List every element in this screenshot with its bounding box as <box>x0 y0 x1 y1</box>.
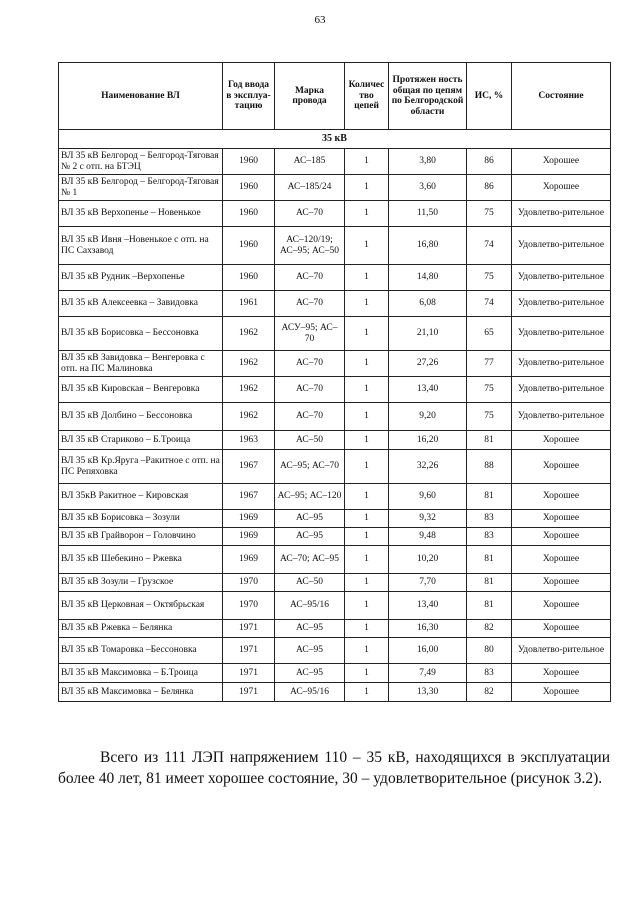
cell-year: 1962 <box>223 377 275 403</box>
cell-is: 81 <box>467 546 512 574</box>
cell-circuits: 1 <box>345 450 389 484</box>
cell-wire: АС–70 <box>275 291 345 317</box>
section-row <box>59 130 611 149</box>
table-row <box>59 431 611 450</box>
cell-wire: АС–50 <box>275 574 345 592</box>
cell-length: 32,26 <box>389 450 467 484</box>
cell-length: 3,80 <box>389 149 467 175</box>
cell-length: 10,20 <box>389 546 467 574</box>
power-lines-table <box>58 62 611 702</box>
cell-circuits: 1 <box>345 175 389 201</box>
cell-year: 1969 <box>223 528 275 546</box>
cell-name: ВЛ 35 кВ Верхопенье – Новенькое <box>59 201 223 227</box>
cell-circuits: 1 <box>345 149 389 175</box>
table-row <box>59 546 611 574</box>
cell-year: 1969 <box>223 546 275 574</box>
cell-length: 13,30 <box>389 683 467 702</box>
cell-circuits: 1 <box>345 546 389 574</box>
cell-is: 75 <box>467 265 512 291</box>
cell-is: 74 <box>467 291 512 317</box>
cell-state: Удовлетво-рительное <box>512 377 611 403</box>
header-wire: Марка провода <box>275 63 345 130</box>
table-row <box>59 291 611 317</box>
cell-circuits: 1 <box>345 484 389 510</box>
cell-circuits: 1 <box>345 377 389 403</box>
cell-year: 1960 <box>223 227 275 265</box>
cell-wire: АС–70 <box>275 351 345 377</box>
cell-name: ВЛ 35 кВ Белгород – Белгород-Тяговая № 2 с отп. на БТЭЦ <box>59 149 223 175</box>
table-row <box>59 592 611 620</box>
cell-state: Удовлетво-рительное <box>512 265 611 291</box>
cell-wire: АС–95 <box>275 620 345 638</box>
table-row <box>59 450 611 484</box>
cell-circuits: 1 <box>345 510 389 528</box>
cell-state: Хорошее <box>512 510 611 528</box>
table-row <box>59 149 611 175</box>
cell-name: ВЛ 35 кВ Алексеевка – Завидовка <box>59 291 223 317</box>
cell-wire: АС–120/19; АС–95; АС–50 <box>275 227 345 265</box>
header-circuits: Количес тво цепей <box>345 63 389 130</box>
cell-is: 81 <box>467 592 512 620</box>
header-is: ИС, % <box>467 63 512 130</box>
cell-state: Удовлетво-рительное <box>512 317 611 351</box>
cell-length: 9,32 <box>389 510 467 528</box>
cell-year: 1962 <box>223 403 275 431</box>
cell-name: ВЛ 35 кВ Шебекино – Ржевка <box>59 546 223 574</box>
cell-length: 16,80 <box>389 227 467 265</box>
cell-year: 1962 <box>223 317 275 351</box>
cell-year: 1971 <box>223 620 275 638</box>
cell-year: 1960 <box>223 201 275 227</box>
cell-name: ВЛ 35 кВ Белгород – Белгород-Тяговая № 1 <box>59 175 223 201</box>
cell-circuits: 1 <box>345 291 389 317</box>
cell-name: ВЛ 35 кВ Кировская – Венгеровка <box>59 377 223 403</box>
table-row <box>59 403 611 431</box>
cell-wire: АС–95/16 <box>275 592 345 620</box>
cell-year: 1962 <box>223 351 275 377</box>
cell-is: 83 <box>467 528 512 546</box>
cell-wire: АС–95 <box>275 638 345 664</box>
cell-year: 1960 <box>223 175 275 201</box>
cell-state: Удовлетво-рительное <box>512 227 611 265</box>
cell-wire: АС–95/16 <box>275 683 345 702</box>
cell-year: 1970 <box>223 574 275 592</box>
cell-circuits: 1 <box>345 664 389 683</box>
table-row <box>59 317 611 351</box>
cell-length: 7,70 <box>389 574 467 592</box>
cell-is: 80 <box>467 638 512 664</box>
cell-circuits: 1 <box>345 431 389 450</box>
cell-state: Хорошее <box>512 450 611 484</box>
cell-name: ВЛ 35 кВ Кр.Яруга –Ракитное с отп. на ПС Репяховка <box>59 450 223 484</box>
table-row <box>59 484 611 510</box>
cell-length: 21,10 <box>389 317 467 351</box>
cell-state: Хорошее <box>512 546 611 574</box>
cell-name: ВЛ 35 кВ Максимовка – Белянка <box>59 683 223 702</box>
cell-state: Хорошее <box>512 592 611 620</box>
cell-is: 81 <box>467 484 512 510</box>
cell-is: 75 <box>467 403 512 431</box>
cell-circuits: 1 <box>345 620 389 638</box>
cell-wire: АС–70 <box>275 265 345 291</box>
cell-length: 16,00 <box>389 638 467 664</box>
cell-name: ВЛ 35 кВ Рудник –Верхопенье <box>59 265 223 291</box>
table-header-row <box>59 63 611 130</box>
cell-is: 75 <box>467 201 512 227</box>
cell-year: 1969 <box>223 510 275 528</box>
cell-year: 1971 <box>223 683 275 702</box>
cell-name: ВЛ 35 кВ Зозули – Грузское <box>59 574 223 592</box>
cell-length: 3,60 <box>389 175 467 201</box>
cell-state: Удовлетво-рительное <box>512 201 611 227</box>
table-row <box>59 528 611 546</box>
cell-name: ВЛ 35 кВ Ивня –Новенькое с отп. на ПС Сахзавод <box>59 227 223 265</box>
cell-circuits: 1 <box>345 528 389 546</box>
table-row <box>59 664 611 683</box>
cell-circuits: 1 <box>345 403 389 431</box>
cell-circuits: 1 <box>345 201 389 227</box>
cell-wire: АС–70; АС–95 <box>275 546 345 574</box>
cell-length: 11,50 <box>389 201 467 227</box>
cell-year: 1960 <box>223 265 275 291</box>
cell-state: Хорошее <box>512 175 611 201</box>
cell-length: 27,26 <box>389 351 467 377</box>
cell-name: ВЛ 35 кВ Стариково – Б.Троица <box>59 431 223 450</box>
cell-length: 16,20 <box>389 431 467 450</box>
cell-name: ВЛ 35 кВ Борисовка – Бессоновка <box>59 317 223 351</box>
cell-name: ВЛ 35 кВ Грайворон – Головчино <box>59 528 223 546</box>
cell-circuits: 1 <box>345 265 389 291</box>
cell-year: 1960 <box>223 149 275 175</box>
table-row <box>59 683 611 702</box>
table-row <box>59 201 611 227</box>
cell-state: Хорошее <box>512 620 611 638</box>
cell-length: 9,60 <box>389 484 467 510</box>
cell-name: ВЛ 35 кВ Томаровка –Бессоновка <box>59 638 223 664</box>
cell-circuits: 1 <box>345 683 389 702</box>
cell-name: ВЛ 35 кВ Борисовка – Зозули <box>59 510 223 528</box>
cell-wire: АС–185 <box>275 149 345 175</box>
cell-length: 14,80 <box>389 265 467 291</box>
cell-year: 1971 <box>223 638 275 664</box>
cell-is: 81 <box>467 431 512 450</box>
header-state: Состояние <box>512 63 611 130</box>
cell-circuits: 1 <box>345 638 389 664</box>
table-row <box>59 175 611 201</box>
summary-paragraph: Всего из 111 ЛЭП напряжением 110 – 35 кВ, находящихся в эксплуатации более 40 лет, 81 имеет хорошее состояние, 30 – удовлетворительное (рисунок 3.2). <box>58 748 610 787</box>
cell-name: ВЛ 35кВ Ракитное – Кировская <box>59 484 223 510</box>
cell-state: Хорошее <box>512 664 611 683</box>
cell-state: Хорошее <box>512 484 611 510</box>
cell-length: 9,20 <box>389 403 467 431</box>
cell-wire: АС–95 <box>275 528 345 546</box>
table-row <box>59 377 611 403</box>
table-row <box>59 510 611 528</box>
table-row <box>59 620 611 638</box>
cell-circuits: 1 <box>345 227 389 265</box>
cell-state: Хорошее <box>512 528 611 546</box>
page-number: 63 <box>314 14 326 26</box>
table-row <box>59 265 611 291</box>
cell-circuits: 1 <box>345 317 389 351</box>
cell-state: Удовлетво-рительное <box>512 351 611 377</box>
table-row <box>59 227 611 265</box>
cell-year: 1967 <box>223 484 275 510</box>
cell-year: 1963 <box>223 431 275 450</box>
cell-circuits: 1 <box>345 592 389 620</box>
cell-wire: АС–95 <box>275 664 345 683</box>
cell-wire: АС–50 <box>275 431 345 450</box>
cell-state: Хорошее <box>512 149 611 175</box>
cell-is: 86 <box>467 149 512 175</box>
cell-wire: АС–70 <box>275 377 345 403</box>
cell-wire: АСУ–95; АС–70 <box>275 317 345 351</box>
cell-state: Удовлетво-рительное <box>512 638 611 664</box>
table-row <box>59 574 611 592</box>
cell-is: 65 <box>467 317 512 351</box>
cell-is: 81 <box>467 574 512 592</box>
cell-length: 13,40 <box>389 377 467 403</box>
cell-state: Удовлетво-рительное <box>512 291 611 317</box>
cell-wire: АС–185/24 <box>275 175 345 201</box>
cell-circuits: 1 <box>345 351 389 377</box>
section-label: 35 кВ <box>59 130 611 149</box>
cell-name: ВЛ 35 кВ Церковная – Октябрьская <box>59 592 223 620</box>
cell-name: ВЛ 35 кВ Долбино – Бессоновка <box>59 403 223 431</box>
cell-state: Хорошее <box>512 431 611 450</box>
cell-name: ВЛ 35 кВ Ржевка – Белянка <box>59 620 223 638</box>
cell-wire: АС–70 <box>275 201 345 227</box>
cell-wire: АС–95; АС–70 <box>275 450 345 484</box>
cell-is: 83 <box>467 664 512 683</box>
cell-is: 86 <box>467 175 512 201</box>
header-year: Год ввода в эксплуа-тацию <box>223 63 275 130</box>
cell-wire: АС–95 <box>275 510 345 528</box>
cell-is: 83 <box>467 510 512 528</box>
table-row <box>59 351 611 377</box>
cell-length: 7,49 <box>389 664 467 683</box>
cell-circuits: 1 <box>345 574 389 592</box>
cell-state: Хорошее <box>512 574 611 592</box>
cell-name: ВЛ 35 кВ Максимовка – Б.Троица <box>59 664 223 683</box>
cell-length: 13,40 <box>389 592 467 620</box>
cell-name: ВЛ 35 кВ Завидовка – Венгеровка с отп. на ПС Малиновка <box>59 351 223 377</box>
cell-wire: АС–95; АС–120 <box>275 484 345 510</box>
cell-wire: АС–70 <box>275 403 345 431</box>
cell-length: 16,30 <box>389 620 467 638</box>
cell-year: 1970 <box>223 592 275 620</box>
cell-length: 6,08 <box>389 291 467 317</box>
cell-is: 74 <box>467 227 512 265</box>
cell-is: 77 <box>467 351 512 377</box>
cell-is: 82 <box>467 683 512 702</box>
cell-length: 9,48 <box>389 528 467 546</box>
header-length: Протяжен ность общая по цепям по Белгородской области <box>389 63 467 130</box>
cell-is: 75 <box>467 377 512 403</box>
table-row <box>59 638 611 664</box>
cell-year: 1971 <box>223 664 275 683</box>
cell-state: Удовлетво-рительное <box>512 403 611 431</box>
cell-state: Хорошее <box>512 683 611 702</box>
cell-is: 82 <box>467 620 512 638</box>
header-name: Наименование ВЛ <box>59 63 223 130</box>
cell-is: 88 <box>467 450 512 484</box>
cell-year: 1967 <box>223 450 275 484</box>
cell-year: 1961 <box>223 291 275 317</box>
